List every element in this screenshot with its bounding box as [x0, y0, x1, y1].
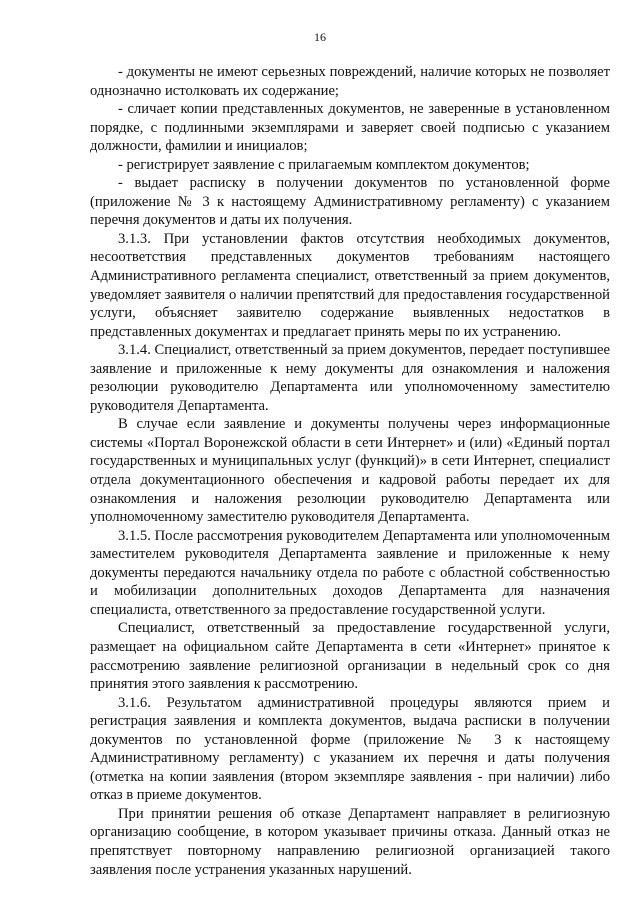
paragraph-no-serious-damage: - документы не имеют серьезных повреждений, наличие которых не позволяет однозначно истолковать их содержание; [90, 64, 610, 99]
paragraph-website-publication: Специалист, ответственный за предоставление государственной услуги, размещает на официальном сайте Департамента в сети «Интернет» принятое к рассмотрению заявление религиозной организации в недельный срок со дня принятия этого заявления к рассмотрению. [90, 620, 610, 693]
document-body [90, 63, 610, 879]
paragraph-3-1-4: 3.1.4. Специалист, ответственный за прием документов, передает поступившее заявление и приложенные к нему документы для ознакомления и наложения резолюции руководителю Департамента или уполномоченному заместителю руководителя Департамента. [90, 342, 610, 414]
paragraph-3-1-6: 3.1.6. Результатом административной процедуры являются прием и регистрация заявления и комплекта документов, выдача расписки в получении документов по установленной форме (приложение № 3 к настоящему Административному регламенту) с указанием их перечня и даты получения (отметка на копии заявления (втором экземпляре заявления - при наличии) либо отказ в приеме документов. [90, 694, 610, 804]
page-number: 16 [314, 30, 326, 44]
paragraph-3-1-3: 3.1.3. При установлении фактов отсутствия необходимых документов, несоответствия представленных документов требованиям настоящего Административного регламента специалист, ответственный за прием документов, уведомляет заявителя о наличии препятствий для предоставления государственной услуги, объясняет заявителю содержание выявленных недостатков в представленных документах и предлагает принять меры по их устранению. [90, 230, 610, 340]
paragraph-compare-copies: - сличает копии представленных документов, не заверенные в установленном порядке, с подлинными экземплярами и заверяет своей подписью с указанием должности, фамилии и инициалов; [90, 101, 610, 155]
paragraph-refusal-decision: При принятии решения об отказе Департамент направляет в религиозную организацию сообщение, в котором указывает причины отказа. Данный отказ не препятствует повторному направлению религиозной организацией такого заявления после устранения указанных нарушений. [90, 805, 610, 878]
paragraph-online-submission: В случае если заявление и документы получены через информационные системы «Портал Воронежской области в сети Интернет» и (или) «Единый портал государственных и муниципальных услуг (функций)» в сети Интернет, специалист отдела документационного обеспечения и кадровой работы передает их для ознакомления и наложения резолюции руководителю Департамента или уполномоченному заместителю руководителя Департамента. [90, 416, 610, 526]
paragraph-issue-receipt: - выдает расписку в получении документов по установленной форме (приложение № 3 к настоящему Административному регламенту) с указанием перечня документов и даты их получения. [90, 175, 610, 229]
paragraph-register-application: - регистрирует заявление с прилагаемым комплектом документов; [118, 156, 530, 173]
paragraph-3-1-5: 3.1.5. После рассмотрения руководителем Департамента или уполномоченным заместителем руководителя Департамента заявление и приложенные к нему документы передаются начальнику отдела по работе с областной собственностью и мобилизации дополнительных доходов Департамента для назначения специалиста, ответственного за предоставление государственной услуги. [90, 527, 610, 618]
